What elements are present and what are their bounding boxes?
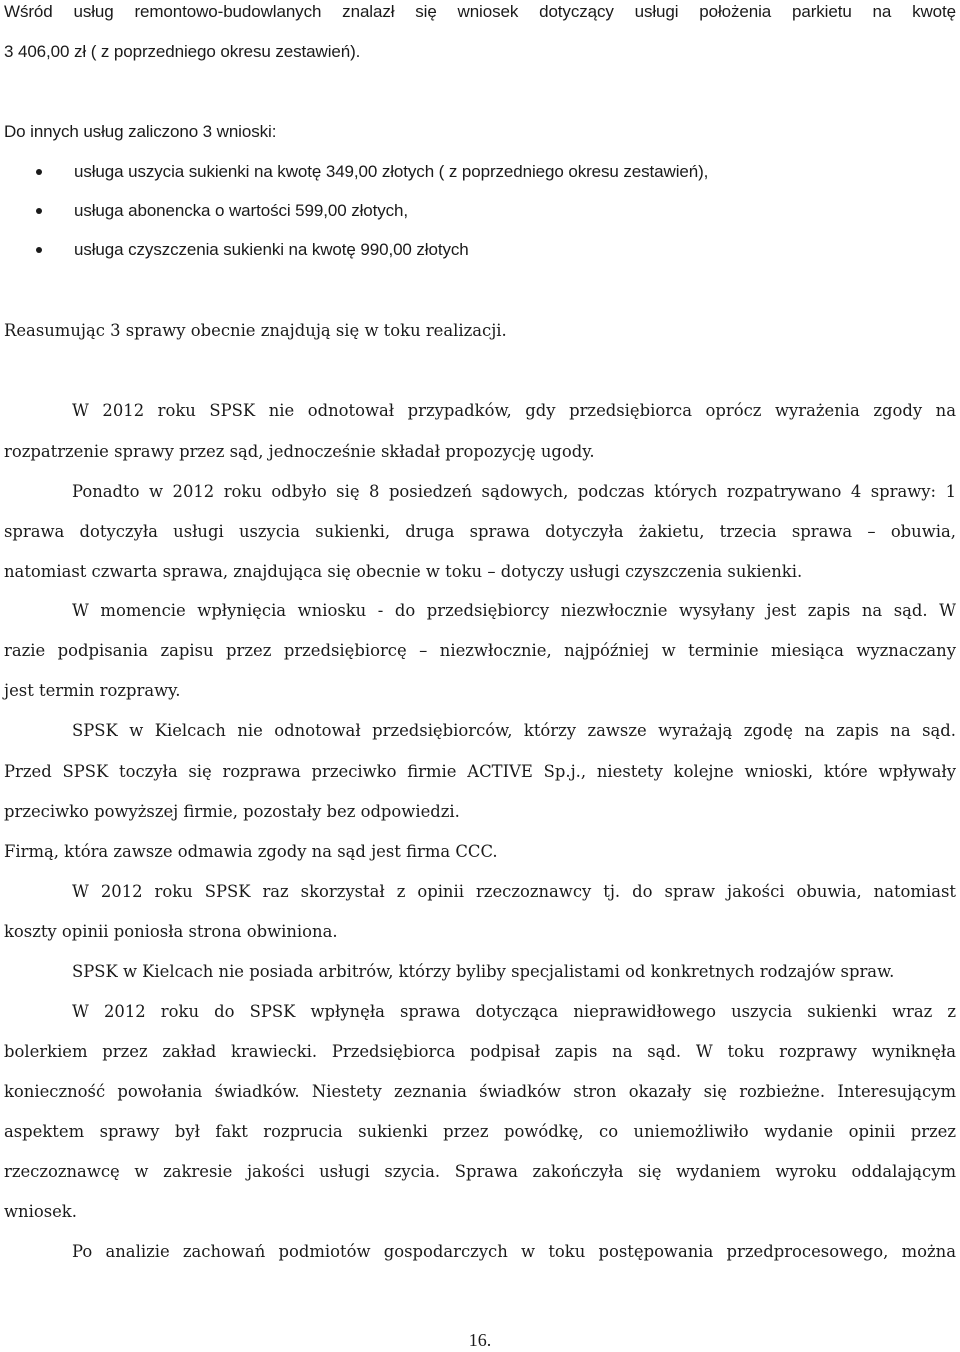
list-item-text: usługa uszycia sukienki na kwotę 349,00 złotych ( z poprzedniego okresu zestawień), [74,162,709,181]
list-item-text: usługa czyszczenia sukienki na kwotę 990,00 złotych [74,240,469,259]
paragraph-8-line-5: rzeczoznawcę w zakresie jakości usługi szycia. Sprawa zakończyła się wydaniem wyroku oddalającym [4,1162,956,1181]
bullet-icon [36,247,42,253]
intro-line-1: Wśród usług remontowo-budowlanych znalazł się wniosek dotyczący usługi położenia parkietu na kwotę [4,2,956,21]
paragraph-8-line-2: bolerkiem przez zakład krawiecki. Przedsiębiorca podpisał zapis na sąd. W toku rozprawy wyniknęła [4,1042,956,1061]
paragraph-8-line-4: aspektem sprawy był fakt rozprucia sukienki przez powódkę, co uniemożliwiło wydanie opinii przez [4,1122,956,1141]
paragraph-8-line-3: konieczność powołania świadków. Niestety zeznania świadków stron okazały się rozbieżne. Interesującym [4,1082,956,1101]
paragraph-3-line-2: razie podpisania zapisu przez przedsiębiorcę – niezwłocznie, najpóźniej w terminie miesiąca wyznaczany [4,641,956,660]
paragraph-1-line-2: rozpatrzenie sprawy przez sąd, jednocześnie składał propozycję ugody. [4,442,595,461]
paragraph-6-line-1: W 2012 roku SPSK raz skorzystał z opinii rzeczoznawcy tj. do spraw jakości obuwia, natomiast [72,882,956,901]
bullet-icon [36,208,42,214]
page-number: 16. [468,1330,492,1350]
bullet-icon [36,169,42,175]
paragraph-8-line-6: wniosek. [4,1202,77,1221]
paragraph-5: Firmą, która zawsze odmawia zgody na sąd jest firma CCC. [4,842,498,861]
paragraph-4-line-2: Przed SPSK toczyła się rozprawa przeciwko firmie ACTIVE Sp.j., niestety kolejne wnioski, które wpływały [4,762,956,781]
intro-line-2: 3 406,00 zł ( z poprzedniego okresu zestawień). [4,42,361,61]
summary-line: Reasumując 3 sprawy obecnie znajdują się w toku realizacji. [4,321,507,340]
list-item-text: usługa abonencka o wartości 599,00 złotych, [74,201,409,220]
paragraph-2-line-3: natomiast czwarta sprawa, znajdująca się obecnie w toku – dotyczy usługi czyszczenia sukienki. [4,562,803,581]
paragraph-2-line-2: sprawa dotyczyła usługi uszycia sukienki, druga sprawa dotyczyła żakietu, trzecia sprawa – obuwia, [4,522,956,541]
other-services-heading: Do innych usług zaliczono 3 wnioski: [4,122,277,141]
paragraph-8-line-1: W 2012 roku do SPSK wpłynęła sprawa dotycząca nieprawidłowego uszycia sukienki wraz z [72,1002,956,1021]
paragraph-4-line-1: SPSK w Kielcach nie odnotował przedsiębiorców, którzy zawsze wyrażają zgodę na zapis na sąd. [72,721,956,740]
paragraph-2-line-1: Ponadto w 2012 roku odbyło się 8 posiedzeń sądowych, podczas których rozpatrywano 4 sprawy: 1 [72,482,956,501]
paragraph-3-line-1: W momencie wpłynięcia wniosku - do przedsiębiorcy niezwłocznie wysyłany jest zapis na sąd. W [72,601,956,620]
paragraph-6-line-2: koszty opinii poniosła strona obwiniona. [4,922,338,941]
paragraph-1-line-1: W 2012 roku SPSK nie odnotował przypadków, gdy przedsiębiorca oprócz wyrażenia zgody na [72,401,956,420]
paragraph-7: SPSK w Kielcach nie posiada arbitrów, którzy byliby specjalistami od konkretnych rodzajów spraw. [72,962,895,981]
paragraph-9: Po analizie zachowań podmiotów gospodarczych w toku postępowania przedprocesowego, można [72,1242,956,1261]
paragraph-3-line-3: jest termin rozprawy. [4,681,181,700]
paragraph-4-line-3: przeciwko powyższej firmie, pozostały bez odpowiedzi. [4,802,460,821]
